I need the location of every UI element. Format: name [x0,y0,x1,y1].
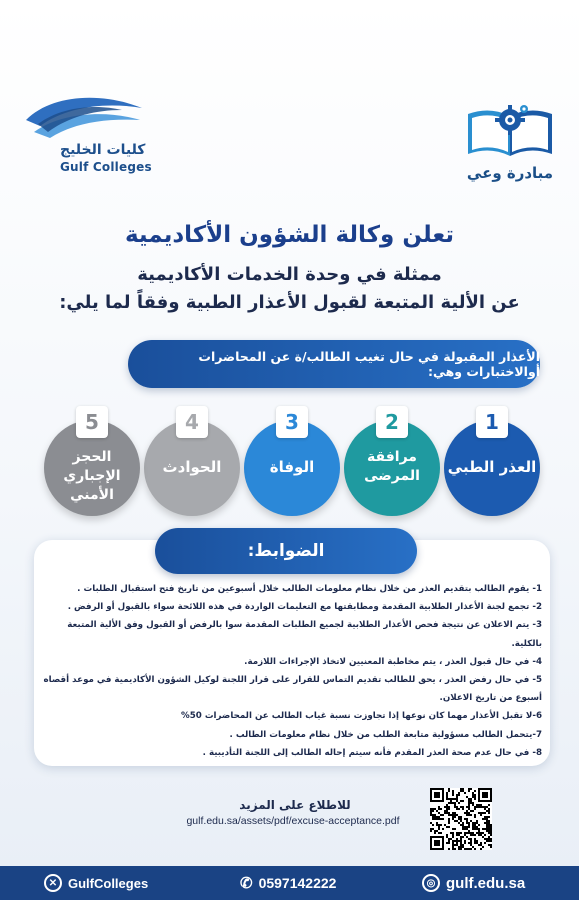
footer-phone[interactable] [240,866,336,900]
announcement-subtitle-1: ممثلة في وحدة الخدمات الأكاديمية [137,264,442,285]
gulf-colleges-logo [22,92,152,187]
excuse-number-badge: 1 [476,406,508,438]
rule-line: 3- يتم الاعلان عن نتيجة فحص الأعذار الطلابية لجميع الطلبات المقدمة سوا بالرفض أو القبول وفق الألية المتبعة [67,620,542,631]
excuse-number-badge: 5 [76,406,108,438]
announcement-title: تعلن وكالة الشؤون الأكاديمية [124,222,455,248]
rules-list [42,580,542,762]
excuse-label: الحجز الإجباري الأمني [63,449,121,503]
rule-line: أسبوع من تاريخ الاعلان. [439,693,542,704]
excuse-label: الحوادث [162,458,222,476]
open-book-gear-icon [462,100,558,162]
footer-social[interactable] [44,866,148,900]
more-info-link[interactable]: gulf.edu.sa/assets/pdf/excuse-acceptance.pdf [186,815,400,827]
rule-line: 7-يتحمل الطالب مسؤولية متابعة الطلب من خلال نظام معلومات الطالب . [229,729,542,740]
rule-line: 2- تجمع لجنة الأعذار الطلابية المقدمة ومطابقتها مع التعليمات الواردة في هذه اللائحة سواء بالقبول أو الرفض . [67,602,542,613]
gulf-logo-arabic: كليات الخليج [60,142,146,158]
footer-website[interactable] [422,866,525,900]
excuse-label: مرافقة المرضى [364,449,420,484]
rule-line: 4- في حال قبول العذر ، يتم مخاطبة المعنيين لاتخاذ الإجراءات اللازمة. [244,656,542,667]
footer-phone-number: 0597142222 [258,875,337,891]
footer-website-url: gulf.edu.sa [446,874,526,892]
excuse-label: الوفاة [269,458,315,476]
rule-line: 5- في حال رفض العذر ، يحق للطالب تقديم التماس للقرار على قرار اللجنة لوكيل الشؤون الأكاديمية في موعد أقصاه [43,675,542,686]
excuse-number-badge: 3 [276,406,308,438]
globe-icon: ◎ [422,874,440,892]
excuse-number-badge: 2 [376,406,408,438]
footer-social-handle: GulfColleges [68,875,149,891]
footer-bar [0,866,579,900]
more-info-label: للاطلاع على المزيد [239,798,351,812]
gulf-logo-english: Gulf Colleges [60,160,152,174]
x-twitter-icon: ✕ [44,874,62,892]
initiative-label: مبادرة وعي [466,164,554,182]
rule-line: 8- في حال عدم صحة العذر المقدم فأنه سيتم إحاله الطالب إلى اللجنة التأديبية . [202,747,542,758]
excuse-label: العذر الطبي [447,458,537,476]
rule-line: 1- يقوم الطالب بتقديم العذر من خلال نظام معلومات الطالب خلال أسبوعين من تاريخ فتح استقبال الطلبات . [77,584,542,594]
announcement-subtitle-2: عن الألية المتبعة لقبول الأعذار الطبية وفقاً لما يلي: [59,292,520,313]
excuse-number-badge: 4 [176,406,208,438]
rules-title: الضوابط: [155,528,417,574]
phone-icon: ✆ [240,875,253,892]
qr-code-icon[interactable] [430,788,492,850]
awareness-initiative-logo [462,100,558,190]
accepted-excuses-banner [128,340,540,388]
banner-text: الأعذار المقبولة في حال تغيب الطالب/ة عن المحاضرات أوالاختبارات وهي: [198,349,540,379]
rule-line: بالكلية. [511,638,542,649]
rule-line: 6-لا تقبل الأعذار مهما كان نوعها إذا تجاوزت نسبة غياب الطالب عن المحاضرات 50% [180,711,542,722]
